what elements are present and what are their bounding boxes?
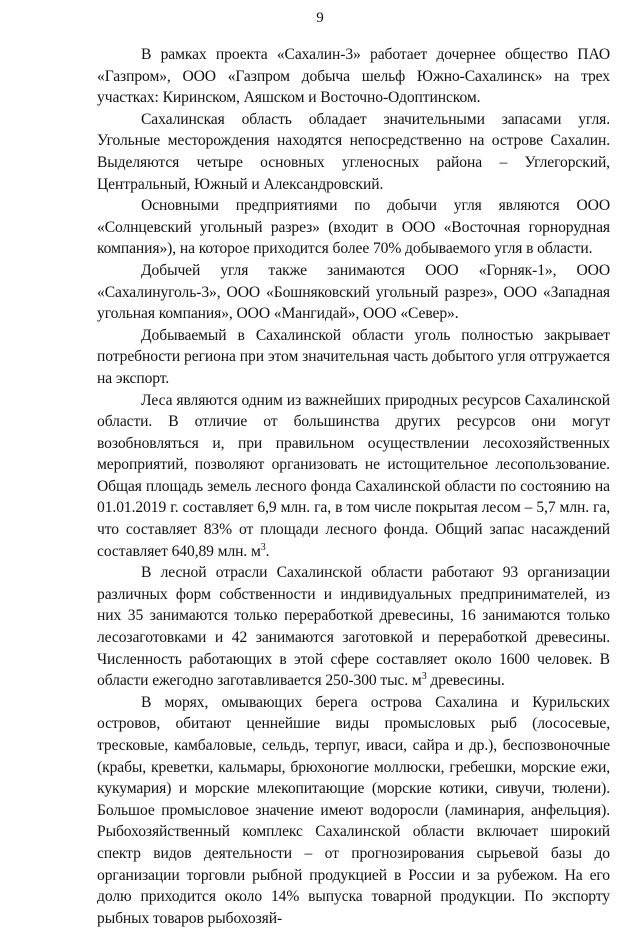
superscript-cubic: 3: [260, 541, 266, 553]
paragraph-forest-industry: [97, 562, 610, 692]
paragraph-forests-tail: .: [265, 542, 270, 560]
superscript-cubic-2: 3: [421, 671, 427, 683]
paragraph-fisheries: В морях, омывающих берега острова Сахалина и Курильских островов, обитают ценнейшие виды промысловых рыб (лососевые, тресковые, камбаловые, сельдь, терпуг, иваси, сайра и др.), беспозвоночные (крабы, креветки, кальмары, брюхоногие моллюски, гребешки, морские ежи, кукумария) и морские млекопитающие (морские котики, сивучи, тюлени). Большое промысловое значение имеют водоросли (ламинария, анфельция). Рыбохозяйственный комплекс Сахалинской области включает широкий спектр видов деятельности – от прогнозирования сырьевой базы до организации торговли рыбной продукцией в России и за рубежом. На его долю приходится около 14% выпуска товарной продукции. По экспорту рыбных товаров рыбохозяй-: [97, 693, 610, 927]
paragraph-forests-text: Леса являются одним из важнейших природных ресурсов Сахалинской области. В отличие от большинства других ресурсов они могут возобновляться и, при правильном осуществлении лесохозяйственных мероприятий, позволяют организовать не истощительное лесопользование. Общая площадь земель лесного фонда Сахалинской области по состоянию на 01.01.2019 г. составляет 6,9 млн. га, в том числе покрытая лесом – 5,7 млн. га, что составляет 83% от площади лесного фонда. Общий запас насаждений составляет 640,89 млн. м: [97, 391, 610, 560]
body-text: [97, 44, 610, 929]
paragraph-forest-industry-tail: древесины.: [426, 672, 505, 690]
paragraph-sakhalin-3: В рамках проекта «Сахалин-3» работает дочернее общество ПАО «Газпром», ООО «Газпром добыча шельф Южно-Сахалинск» на трех участках: Киринском, Аяшском и Восточно-Одоптинском.: [97, 46, 610, 107]
paragraph-forests: [97, 390, 610, 563]
paragraph-forest-industry-text: В лесной отрасли Сахалинской области работают 93 организации различных форм собственности и индивидуальных предпринимателей, из них 35 занимаются только переработкой древесины, 16 занимаются только лесозаготовками и 42 занимаются заготовкой и переработкой древесины. Численность работающих в этой сфере составляет около 1600 человек. В области ежегодно заготавливается 250-300 тыс. м: [97, 564, 610, 690]
paragraph-coal-export: Добываемый в Сахалинской области уголь полностью закрывает потребности региона при этом значительная часть добытого угля отгружается на экспорт.: [97, 326, 610, 387]
paragraph-coal-companies: Добычей угля также занимаются ООО «Горняк-1», ООО «Сахалинуголь-3», ООО «Бошняковский угольный разрез», ООО «Западная угольная компания», ООО «Мангидай», ООО «Север».: [97, 261, 610, 323]
page-number: 9: [316, 10, 324, 26]
paragraph-coal-enterprises: Основными предприятиями по добычи угля являются ООО «Солнцевский угольный разрез» (входит в ООО «Восточная горнорудная компания»), на которое приходится более 70% добываемого угля в области.: [97, 197, 610, 258]
paragraph-coal-reserves: Сахалинская область обладает значительными запасами угля. Угольные месторождения находятся непосредственно на острове Сахалин. Выделяются четыре основных угленосных района – Углегорский, Центральный, Южный и Александровский.: [97, 110, 610, 193]
